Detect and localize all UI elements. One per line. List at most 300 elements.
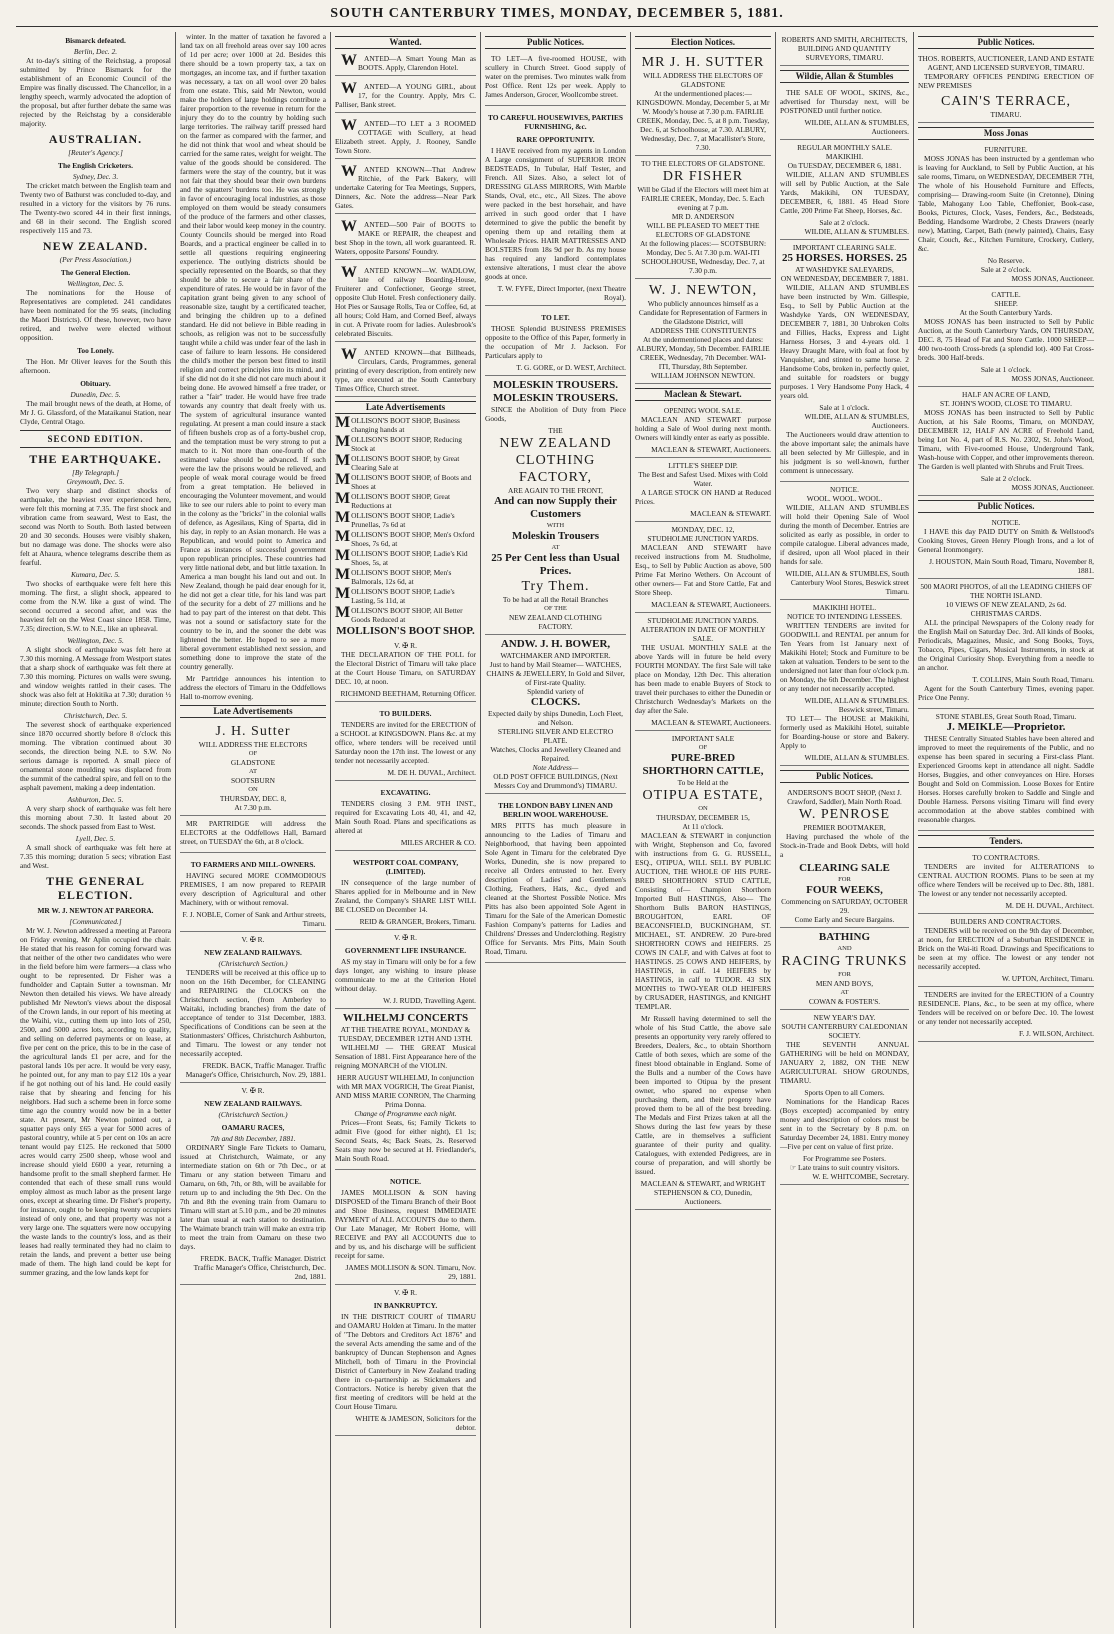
section-heading: THE GENERAL ELECTION. [46, 874, 145, 902]
ad-name: MR J. H. SUTTER [641, 55, 765, 70]
section-heading: Public Notices. [918, 36, 1094, 49]
ad-text: TENDERS closing 3 P.M. 9TH INST., required for Excavating Lots 40, 41, and 42, Main South Road. Plans and specifications as altered at [335, 799, 476, 835]
ad-subheading: (Christchurch Section.) [218, 1110, 288, 1119]
headline: Bismarck defeated. [65, 36, 126, 45]
dateline: Christchurch, Dec. 5. [63, 711, 128, 720]
mollison-line: MOLLISON'S BOOT SHOP, Men's Balmorals, 12s 6d, at [335, 566, 452, 586]
ad-signature: WILDIE, ALLAN & STUMBLES. [804, 227, 909, 236]
ad-line: ANDERSON'S BOOT SHOP, (Next J. Crawford, Saddler), Main North Road. [787, 788, 902, 806]
ad-text: MR PARTRIDGE will address the ELECTORS at the Oddfellows Hall, Barnard street, on TUESDAY the 6th, at 8 o'clock. [180, 819, 326, 846]
ad-heading: NOTICE. [389, 1177, 421, 1186]
ad-line: TIMARU. [990, 110, 1022, 119]
section-heading: Public Notices. [918, 500, 1094, 513]
ad-heading: NOTICE. [830, 485, 859, 494]
headline: Obituary. [80, 379, 111, 388]
ad-heading: REGULAR MONTHLY SALE. [797, 143, 892, 152]
column-1 [16, 32, 176, 1628]
builders-ad [335, 702, 476, 781]
section-heading: Tenders. [918, 835, 1094, 848]
ad-line: AT WASHDYKE SALEYARDS, [795, 265, 894, 274]
article-paragraph: A small shock of earthquake was felt here at 7.35 this morning; duration 5 secs; vibration East and West. [20, 843, 171, 870]
article-paragraph: The nominations for the House of Representatives are completed. 241 candidates have been nominated for the 95 seats, (including the Maori Districts). Of these, however, two have retired, and twelve were elected without opposition. [20, 288, 171, 342]
wanted-ad: WANTED—500 Pair of BOOTS to MAKE or REPAIR, the cheapest and best Shop in the town, all work guaranteed. R. Waters, opposite Parsons' Foundry. [335, 217, 476, 260]
headline: Too Lonely. [77, 346, 114, 355]
ad-line: OF [698, 744, 708, 751]
coal-ad [335, 851, 476, 930]
ad-text: Agent for the South Canterbury Times, evening paper. Price One Penny. [918, 684, 1094, 702]
ad-heading: NOTICE. [991, 518, 1021, 527]
ad-text: ALL the principal Newspapers of the Colony ready for the English Mail on Saturday Dec. 3rd. All kinds of Books, Periodicals, Magazines, Music, and Song Books, Toys, Tobacco, Pipes, Cigars, Musical Instruments, in stock at the Original Curiosity Shop. Everything from a needle to an anchor. [918, 618, 1094, 672]
ad-line: OF THE [544, 605, 567, 612]
ad-line: No Reserve. [987, 256, 1025, 265]
ad-line: MEN AND BOYS, [815, 979, 874, 988]
crown-emblem: V. ✠ R. [241, 935, 265, 944]
wanted-ad: WANTED KNOWN—W. WADLOW, late of railway Boarding-House, Fruiterer and Confectioner, George street, opposite Club Hotel. Fresh confectionery daily. Hot Pies or Sausage Rolls, Tea or Coffee, 6d, at all hours; Cold Ham, and Corned Beef, always in cut. A Private room for ladies. Aulesbrook's celebrated Biscuits. [335, 263, 476, 342]
architects-card [780, 32, 909, 66]
ad-signature: F. J. NOBLE, Corner of Sank and Arthur streets, Timaru. [182, 910, 326, 928]
poll-ad [335, 638, 476, 702]
ad-heading: NOTICE TO INTENDING LESSEES. [786, 612, 903, 621]
ad-line: At 7.30 p.m. [234, 803, 272, 812]
baby-linen-ad [485, 794, 626, 963]
ad-line: NEW ZEALAND CLOTHING [508, 613, 603, 622]
ad-signature: MOSS JONAS, Auctioneer. [1011, 483, 1094, 492]
ad-line: WILL ADDRESS THE ELECTORS OF [643, 71, 763, 80]
agency-line: [Communicated.] [69, 917, 122, 926]
agency-line: [Reuter's Agency.] [68, 148, 123, 157]
sutter-election-ad [635, 51, 771, 156]
ad-line: Moleskin Trousers [511, 530, 600, 542]
article-paragraph: The severest shock of earthquake experienced since 1870 occurred shortly before 8 o'clock this morning. The vibration continued about 30 seconds, the direction being N.E. to S.W. No serious damage is reported. A small piece of ornamental stone moulding was displaced from the summit of the cathedral spire, and fell on to the asphalt pavement, making a deep indentation. [20, 720, 171, 792]
ad-line: AT [248, 768, 258, 775]
mollison-line: MOLLISON'S BOOT SHOP, Reducing Stock at [335, 433, 462, 453]
ad-line: To be had at all the Retail Branches [502, 595, 609, 604]
penrose-ad [780, 785, 909, 928]
hotel-lease-ad [780, 600, 909, 766]
ad-signature: T. G. GORE, or D. WEST, Architect. [516, 363, 626, 372]
ad-line: To be Held at the [677, 778, 729, 787]
stables-ad [918, 709, 1094, 831]
ad-heading: RARE OPPORTUNITY. [516, 135, 595, 144]
crown-emblem: V. ✠ R. [394, 641, 417, 650]
ad-name: W. J. NEWTON, [648, 283, 758, 298]
ad-text: ORDINARY Single Fare Tickets to Oamaru, issued at Christchurch, Waimate, or any intermediate station on 6th or 7th Dec., or at Timaru or any station between Timaru and Oamaru, on 6th, 7th, or 8th, will be available for return up to and including the 9th Dec. On the 7th and 8th the evening train from Oamaru to Timaru will start at 5.10 p.m., and be 20 minutes later than usual at each station to destination. The Waimate branch train will make an extra trip to meet the train from Oamaru on these two days. [180, 1143, 326, 1251]
monthly-sale-ad [635, 613, 771, 731]
ad-line: Sale at 1 o'clock. [819, 403, 870, 412]
ad-subheading: WATCHMAKER AND IMPORTER. [500, 651, 611, 660]
ad-line: CHRISTMAS CARDS. [970, 609, 1042, 618]
ad-line: For Programme see Posters. [803, 1154, 886, 1163]
dateline: Lyell, Dec. 5. [75, 834, 116, 843]
ad-line: Note Address— [532, 763, 579, 772]
ad-signature: MACLEAN & STEWART, Auctioneers. [651, 445, 771, 454]
ad-text: JAMES MOLLISON & SON having DISPOSED of the Timaru Branch of their Boot and Shoe Business, request IMMEDIATE PAYMENT of ALL ACCOUNTS due to them. Our Late Manager, Mr Robert Home, will RECEIVE and PAY all ACCOUNTS due to and by us, and his discharge will be sufficient receipt for same. [335, 1188, 476, 1260]
ad-line: BATHING [818, 931, 871, 943]
ad-line: FOUR WEEKS, [806, 884, 883, 896]
ad-heading: EXCAVATING. [380, 788, 431, 797]
ad-heading: NEW ZEALAND RAILWAYS. [204, 1099, 302, 1108]
dateline: Wellington, Dec. 5. [67, 279, 124, 288]
ad-text: TENDERS are invited for the ERECTION of a Country RESIDENCE. Plans, &c., to be seen at my office, where Tenders will be received on or before Dec. 10. The lowest or any tender not necessarily accepted. [918, 990, 1094, 1026]
wanted-ad: WANTED KNOWN—that Billheads, Circulars, Cards, Programmes, general printing of every description, from entirely new type, are executed at the South Canterbury Times Office, Church street. [335, 345, 476, 397]
ad-text: THOS. ROBERTS, AUCTIONEER, LAND AND ESTATE AGENT, AND LICENSED SURVEYOR, TIMARU. [918, 54, 1094, 72]
ad-line: Try Them. [521, 579, 590, 594]
ad-line: Sale at 2 o'clock. [980, 474, 1032, 483]
column-2 [176, 32, 331, 1628]
column-3 [331, 32, 481, 1628]
wool-sale-ad [635, 403, 771, 458]
ad-line: AND [837, 945, 852, 952]
studholme-sale-ad [635, 522, 771, 613]
ad-heading: IN BANKRUPTCY. [373, 1301, 438, 1310]
ad-signature: J. HOUSTON, Main South Road, Timaru, November 8, 1881. [929, 557, 1094, 575]
ad-line: 25 Per Cent less than Usual [491, 552, 620, 564]
shorthorn-sale-ad [635, 731, 771, 1210]
horses-sale-ad [780, 240, 909, 482]
ad-line: 500 MAORI PHOTOS, of all the LEADING CHIEFS OF THE NORTH ISLAND. [920, 582, 1092, 600]
ad-text: THOSE Splendid BUSINESS PREMISES opposite to the Office of this Paper, formerly in the occupation of Mr J. Jackson. For Particulars apply to [485, 324, 626, 360]
ad-heading: J. MEIKLE—Proprietor. [946, 721, 1066, 733]
ad-line: AT [551, 544, 560, 551]
ad-heading: TO LET. [541, 313, 570, 322]
section-heading: Public Notices. [485, 36, 626, 49]
dateline: Berlin, Dec. 2. [73, 47, 118, 56]
dateline: Kumara, Dec. 5. [70, 570, 121, 579]
ad-text: WRITTEN TENDERS are invited for GOODWILL and RENTAL per annum for Ten Years from 1st January next of Makikihi Hotel; Stock and Furniture to be taken at valuation. Tenders to be sent to the undersigned not later than four o'clock p.m. on Monday, the 6th December. The highest or any tender not necessarily accepted. [780, 621, 909, 693]
article-paragraph: The mail brought news of the death, at Home, of Mr J. G. Glassford, of the Mataikanui Station, near Clyde, Central Otago. [20, 399, 171, 426]
ad-heading: OTIPUA ESTATE, [642, 788, 764, 803]
ad-text: IN consequence of the large number of Shares applied for in Melbourne and in New Zealand, the Company's SHARE LIST WILL BE CLOSED on December 14. [335, 878, 476, 914]
caledonian-ad [780, 1010, 909, 1185]
ad-heading: BUILDERS AND CONTRACTORS. [950, 917, 1062, 926]
headline: MR W. J. NEWTON AT PAREORA. [37, 906, 154, 915]
ad-signature: T. W. FYFE, Direct Importer, (next Theatre Royal). [497, 284, 626, 302]
ad-signature: T. COLLINS, Main South Road, Timaru. [972, 675, 1094, 684]
trunks-ad [780, 928, 909, 1010]
ad-text: WILDIE, ALLAN AND STUMBLES have been instructed by Wm. Gillespie, Esq., to Sell by Public Auction at the Washdyke Yards, ON WEDNESDAY, DECEMBER 7, 1881, 30 Unbroken Colts and Fillies, Hacks, Express and Light Harness Horses, 3 and 4-years old. 1 Heavy Draught Mare, with foal at foot by Vanquisher, and stinted to same horse. 2 Handsome Cobs, broken in, perfectly quiet, and suitable for roadsters or buggy purposes. 1 Very Handsome Pony Hack, 4 years old. [780, 283, 909, 400]
article-paragraph: A very sharp shock of earthquake was felt here this morning about 7.30. It lasted about 20 seconds. The shock passed from East to West. [20, 804, 171, 831]
ad-signature: MACLEAN & STEWART, Auctioneers. [651, 600, 771, 609]
section-heading: Maclean & Stewart. [635, 388, 771, 401]
railways-ad [180, 932, 326, 1083]
ad-line: 10 VIEWS OF NEW ZEALAND, 2s 6d. [945, 600, 1067, 609]
mollison-line: MOLLISON'S BOOT SHOP, by Great Clearing Sale at [335, 452, 460, 472]
ad-text: IN THE DISTRICT COURT of TIMARU and OAMARU Holden at Timaru. In the matter of "The Debtors and Creditors Act 1876" and the several Acts amending the same and of the bankruptcy of Duncan Stephenson and Agnes Mitchell, both of Timaru in the Provincial District of Canterbury in New Zealand trading there in co-partnership as Stickmakers and Contractors. Notice is hereby given that the first meeting of creditors will be held at the Court House Timaru. [335, 1312, 476, 1411]
ad-line: At the undermentioned places and dates: ALBURY, Monday, 5th December. FAIRLIE CREEK, Wednesday, 7th December. WAI-ITI, Thursday, 8th September. [636, 335, 770, 371]
ad-text: ROBERTS AND SMITH, ARCHITECTS, BUILDING AND QUANTITY SURVEYORS, TIMARU. [781, 35, 908, 62]
ad-signature: W. J. RUDD, Travelling Agent. [383, 996, 476, 1005]
section-heading: AUSTRALIAN. [48, 132, 143, 146]
article-paragraph: Two shocks of earthquake were felt here this morning. The first, a slight shock, appeared to come from the N.W. like a gust of wind. The second occurred a second after, and was the heaviest felt on the West Coast since 1858. Time, 7.35; direction, S.W. to N.E., like an upheaval. [20, 579, 171, 633]
column-5 [631, 32, 776, 1628]
ad-heading: MOLESKIN TROUSERS. [492, 392, 619, 404]
ad-signature: MILES ARCHER & CO. [400, 838, 476, 847]
ad-line: GLADSTONE [230, 758, 276, 767]
ad-heading: MAKIKIHI HOTEL. [812, 603, 877, 612]
ad-heading: MONDAY, DEC. 12, [671, 525, 735, 534]
ad-heading: SOUTH CANTERBURY CALEDONIAN SOCIETY. [781, 1022, 908, 1040]
premises-ad [485, 306, 626, 376]
partridge-ad [180, 816, 326, 853]
ad-text: THESE Centrally Situated Stables have been altered and improved to meet the requirements of the Public, and no expense has been spared in securing a First-class Plant. Experienced Grooms kept in attendance all night. Saddle Horses, Buggies, and other conveyances on Hire. Horses Bought and Sold on Commission. Loose Boxes for Entire Horses. Horses carefully broken to Saddle and Single and Double Harness. Persons visiting Timaru will find every accommodation at the above stables combined with reasonable charges. [918, 734, 1094, 824]
newton-ad [635, 279, 771, 384]
residence-tender-ad [918, 914, 1094, 987]
section-heading: Wildie, Allan & Stumbles [780, 70, 909, 83]
ad-heading: HALF AN ACRE OF LAND, [961, 390, 1051, 399]
ad-subheading: PREMIER BOOTMAKER, [803, 823, 886, 832]
ad-signature: W. E. WHITCOMBE, Secretary. [812, 1172, 909, 1181]
ad-text: TENDERS will be received at this office up to noon on the 16th December, for CLEANING and REPAIRING the CLOCKS on the Christchurch section, (from Amberley to Waitaki, including branches) from the date of acceptance of tender to 31st December, 1883. Specifications of Conditions can be seen at the Stationmasters' Offices, Christchurch Ashburton, and Timaru. The lowest or any tender not necessarily accepted. [180, 968, 326, 1058]
wanted-ad: WANTED—A Smart Young Man as BOOTS. Apply, Clarendon Hotel. [335, 51, 476, 76]
fisher-ad [635, 156, 771, 279]
ad-text: MOSS JONAS has been instructed to Sell by Public Auction, at his Sale Rooms, Timaru, on MONDAY, DECEMBER 12, HALF AN ACRE of Freehold Land, being Lot No. 4, part of R.S. No. 2302, St. John's Wood, Timaru, with Five-roomed House, Underground Tank, Wash-house with Copper, and other improvements thereon. The Garden is well planted with Shrubs and Fruit Trees. [918, 408, 1094, 471]
ad-text: Having purchased the whole of the Stock-in-Trade and Book Debts, will hold a [780, 832, 909, 859]
ad-line: GLADSTONE [680, 80, 726, 89]
ad-line: On TUESDAY, DECEMBER 6, 1881. [787, 161, 902, 170]
ad-signature: WILDIE, ALLAN & STUMBLES, South Canterbury Wool Stores, Beswick street Timaru. [785, 569, 909, 596]
bankruptcy-ad [335, 1285, 476, 1436]
ad-heading: TO CAREFUL HOUSEWIVES, PARTIES FURNISHING, &c. [488, 113, 623, 131]
wanted-ad: WANTED KNOWN—That Andrew Ritchie, of the Park Bakery, will undertake Catering for Tea Meetings, Suppers, Dinners, &c. Note the address—Near Park Gates. [335, 162, 476, 214]
ad-name: W. PENROSE [798, 807, 891, 822]
ad-line: AT [840, 989, 849, 996]
furniture-sale-ad [918, 142, 1094, 287]
ad-subheading: (Christchurch Section.) [218, 959, 288, 968]
cattle-sale-ad [918, 287, 1094, 387]
ad-line: STERLING SILVER AND ELECTRO PLATE. [497, 727, 614, 745]
ad-text: THE SEVENTH ANNUAL GATHERING will be held on MONDAY, JANUARY 2, 1882, ON THE NEW AGRICULTURAL SHOW GROUNDS, TIMARU. [780, 1040, 909, 1085]
roberts-ad [918, 51, 1094, 123]
ad-text: Nominations for the Handicap Races (Boys excepted) accompanied by entry money and description of colors must be sent in to the Secretary by 8 p.m. on Saturday December 24, 1881. Entry money—Five per cent on value of first prize. [780, 1097, 909, 1151]
ad-text: TEMPORARY OFFICES PENDING ERECTION OF NEW PREMISES [918, 72, 1094, 90]
makikihi-sale-ad [780, 140, 909, 240]
ad-line: Who publicly announces himself as a Candidate for Representation of Farmers in the Gladstone District, will [638, 299, 768, 326]
ad-signature: WILLIAM JOHNSON NEWTON. [651, 371, 755, 380]
ad-signature: RICHMOND BEETHAM, Returning Officer. [340, 689, 476, 698]
ad-text: Just to hand by Mail Steamer— WATCHES, CHAINS & JEWELLERY, In Gold and Silver, of First-rate Quality. [486, 660, 625, 687]
column-6 [776, 32, 914, 1628]
sheep-dip-ad [635, 458, 771, 522]
ad-text: Prices—Front Seats, 6s; Family Tickets to admit Five (good for either night), £1 1s; Second Seats, 4s; Back Seats, 2s. Reserved Seats may now be secured at H. Friedlander's, Main South Road. [335, 1118, 476, 1163]
ad-text: TENDERS are invited for ALTERATIONS to CENTRAL AUCTION ROOMS. Plans to be seen at my office where Tenders will be received up to Dec. 8th, 1881. The lowest or any tender not necessarily accepted. [918, 862, 1094, 898]
ad-heading: MAKIKIHI. [825, 152, 864, 161]
ad-line: CLEARING SALE [799, 862, 890, 874]
ad-heading: TO BUILDERS. [379, 709, 432, 718]
dateline: Ashburton, Dec. 5. [67, 795, 124, 804]
ad-text: MRS PITTS has much pleasure in announcing to the Ladies of Timaru and Neighborhood, that having been appointed Sole Agent in Timaru for the celebrated Dye Works, Dunedin, she is now prepared to receive all Orders entrusted to her. Every description of Ladies' and Gentlemen's Clothing, Feathers, Hats, &c., dyed and cleaned at the Shortest Possible Notice. Mrs Pitts has also been appointed Sole Agent in Timaru for the Sale of the American Domestic Fashion Company's patterns for Ladies and Childrens' Dresses and Underclothing. Registry Office for Servants. Mrs Pitts, Main South Road, Timaru. [485, 821, 626, 956]
ad-signature: MACLEAN & STEWART, and WRIGHT STEPHENSON & CO, Dunedin, Auctioneers. [640, 1179, 766, 1206]
ad-subheading: 7th and 8th December, 1881. [210, 1134, 296, 1143]
ad-text: AS my stay in Timaru will only be for a few days longer, any wishing to insure please communicate to me at the Criterion Hotel without delay. [335, 957, 476, 993]
mollison-line: MOLLISON'S BOOT SHOP, Great Reductions at [335, 490, 451, 510]
country-residence-ad [918, 987, 1094, 1042]
ad-signature: FREDK. BACK, Traffic Manager. District Traffic Manager's Office, Christchurch, Dec. 2nd, 1881. [193, 1254, 326, 1281]
section-heading: THE EARTHQUAKE. [29, 452, 162, 466]
ad-text: I HAVE received from my agents in London A Large consignment of SUPERIOR IRON BEDSTEADS, In Tubular, Half Tester, and French. All Sizes. Also, a select lot of DRESSING GLASS MIRRORS, With Marble Stands, Oval, etc., etc., All Sizes. The above were packed in the best horsehair, and have arrived in such good order that I have determined to give the public the benefit by opening them up and retailing them at Wholesale Prices. HAIR MATTRESSES AND BOLSTERS from 18s 9d per lb. As my house has required any landlord contemplates extensive alterations, I must clear the above goods at once. [485, 146, 626, 281]
ad-signature: WILDIE, ALLAN & STUMBLES. Beswick street, Timaru. [804, 696, 909, 714]
ad-text: MOSS JONAS has been instructed by a gentleman who is leaving for Auckland, to Sell by Public Auction, at his sale rooms, Timaru, on WEDNESDAY, DECEMBER 7TH, The whole of his Household Furniture and Effects, comprising— Drawing-room Suite (in Cretonne), Dining Table, Mahogany Loo Table, Cheffonier, Book-case, Books, Pictures, Clock, Vases, Fenders, &c., Bedsteads, Bedding, Handsome Wardrobe, 2 Chests Drawers (nearly new), Matting, Carpet, Bath (newly painted), Chairs, Easy Chair, Couch, &c., Kitchen Furniture, Crockery, Cutlery, &c. [918, 154, 1095, 253]
ad-heading: ALTERATION IN DATE OF MONTHLY SALE. [640, 625, 766, 643]
ad-heading: CATTLE. [991, 290, 1021, 299]
ad-text: HAVING secured MORE COMMODIOUS PREMISES, I am now prepared to REPAIR every description of Agricultural and other Machinery, with or without removal. [180, 871, 326, 907]
ad-line: WILL BE PLEASED TO MEET THE ELECTORS OF GLADSTONE [646, 221, 760, 239]
ad-subheading: AT THE THEATRE ROYAL, MONDAY & TUESDAY, DECEMBER 12TH AND 13TH. [338, 1025, 473, 1043]
ad-line: Watches, Clocks and Jewellery Cleaned and Repaired. [490, 745, 621, 763]
ad-signature: WHITE & JAMESON, Solicitors for the debtor. [355, 1414, 476, 1432]
ad-signature: MACLEAN & STEWART. [690, 509, 771, 518]
contractors-ad [918, 850, 1094, 914]
ad-line: ON [698, 805, 708, 812]
ad-line: At the South Canterbury Yards. [959, 308, 1053, 317]
section-heading: Moss Jonas [918, 127, 1094, 140]
bedsteads-ad [485, 106, 626, 306]
article-paragraph: The cricket match between the English team and Twenty two of Bathurst was concluded to-day, and resulted in a victory for the visitors by 76 runs. The Twenty-two scored 44 in their first innings, and 68 in their second. The English scored respectively 115 and 73. [20, 181, 171, 235]
ad-heading: ANDW. J. H. BOWER, [500, 638, 611, 650]
concerts-ad [335, 1009, 476, 1170]
ad-line: WITH [546, 522, 565, 529]
land-sale-ad [918, 387, 1094, 496]
ad-heading: FURNITURE. [984, 145, 1028, 154]
house-to-let-ad [485, 51, 626, 106]
ad-signature: MOSS JONAS, Auctioneer. [1011, 374, 1094, 383]
ad-line: Will be Glad if the Electors will meet him at [637, 185, 769, 194]
ad-signature: FREDK. BACK, Traffic Manager. Traffic Manager's Office, Christchurch, Nov. 29, 1881. [185, 1061, 326, 1079]
ad-text: MACLEAN & STEWART in conjunction with Wright, Stephenson and Co, favored with instructions from G. G. RUSSELL, ESQ., OTIPUA, WILL SELL BY PUBLIC AUCTION, THE WHOLE OF HIS PURE-BRED SHORTHORN STUD CATTLE, Consisting of— Champion Shorthorn Imported Bull HASTINGS, Also— The Shorthorn Bulls BARON HASTINGS, BROUGHTON, EARL OF BEACONSFIELD, BUCKINGHAM, ST. MICHAEL, ST. ANDREW. 20 Pure-bred SHORTHORN COWS and HEIFERS. 25 COWS IN CALF, and with Calves at foot to HASTINGS. 25 COWS AND HEIFERS, by HASTINGS, in calf. 14 HEIFERS by HASTINGS, in calf to TUDOR. 43 SIX MONTHS to TWO-YEAR OLD HEIFERS by CRUSADER, HASTINGS, and KNIGHT TEMPLAR. [635, 831, 771, 1011]
section-heading: Public Notices. [780, 770, 909, 783]
ad-line: Commencing on SATURDAY, OCTOBER 29. [781, 897, 908, 915]
ad-heading: NEW YEAR'S DAY. [813, 1013, 876, 1022]
ad-line: At 11 o'clock. [682, 822, 724, 831]
ad-heading: MOLESKIN TROUSERS. [492, 379, 619, 391]
agency-line: [By Telegraph.] [72, 468, 119, 477]
ad-heading: CAIN'S TERRACE, [940, 94, 1072, 109]
mollison-ad [335, 416, 476, 624]
headline: The General Election. [60, 268, 131, 277]
dateline: Greymouth, Dec. 5. [66, 477, 125, 486]
ad-line: THURSDAY, DECEMBER 15, [656, 813, 750, 822]
ad-signature: MOSS JONAS, Auctioneer. [1011, 274, 1094, 283]
ad-heading: THE LONDON BABY LINEN AND BERLIN WOOL WAREHOUSE. [498, 801, 613, 819]
column-4 [481, 32, 631, 1628]
ad-line: Splendid variety of [527, 687, 584, 696]
ad-line: FOR [838, 876, 851, 883]
wanted-ads [335, 51, 476, 397]
ad-heading: IMPORTANT SALE [671, 734, 735, 743]
ad-signature: M. DE H. DUVAL, Architect. [387, 768, 476, 777]
ad-line: ON [248, 786, 258, 793]
ad-line: FAIRLIE CREEK, Monday, Dec. 5. Each evening at 7 p.m. [641, 194, 765, 212]
ad-text: TENDERS will be received on the 9th day of December, at noon, for ERECTION of a Suburban RESIDENCE in Brick on the Wai-iti Road. Drawings and Specifications to be seen at my office. The lowest or any tender not necessarily accepted. [918, 926, 1094, 971]
ad-text: HERR AUGUST WILHELMJ, In conjunction with MR MAX VOGRICH, The Great Pianist, AND MISS MARIE CONRON, The Charming Prima Donna. [335, 1073, 476, 1109]
ad-line: Sports Open to all Comers. [804, 1088, 885, 1097]
ad-heading: STUDHOLME JUNCTION YARDS. [647, 616, 759, 625]
crown-emblem: V. ✠ R. [394, 1288, 417, 1297]
mollison-line: MOLLISON'S BOOT SHOP, of Boots and Shoes at [335, 471, 472, 491]
ad-name: DR FISHER [662, 169, 744, 184]
ad-signature: M. DE H. DUVAL, Architect. [1005, 901, 1094, 910]
ad-line: COWAN & FOSTER'S. [808, 997, 881, 1006]
ad-line: THE [548, 426, 563, 435]
ad-line: Expected daily by ships Dunedin, Loch Fleet, and Nelson. [487, 709, 624, 727]
ad-heading: STONE STABLES, Great South Road, Timaru. [935, 712, 1077, 721]
ad-text: TO LET—A five-roomed HOUSE, with scullery in Church Street. Good supply of water on the premises. Two minutes walk from Post Office. Rent 12s per week. Apply to James Anderson, Grocer, Woollcombe street. [485, 54, 626, 99]
duty-notice-ad [918, 515, 1094, 579]
ad-line: FOR [838, 971, 851, 978]
ad-line: CLOTHING FACTORY, [515, 453, 596, 485]
wanted-ad: WANTED—A YOUNG GIRL, about 17, for the Country. Apply, Mrs C. Palliser, Bank street. [335, 79, 476, 113]
ad-text: THE SALE OF WOOL, SKINS, &c., advertised for Thursday next, will be POSTPONED until further notice. [780, 88, 909, 115]
ad-line: NEW ZEALAND [499, 436, 612, 451]
article-paragraph: At to-day's sitting of the Reichstag, a proposal submitted by Prince Bismarck for the establishment of an Economic Council of the Empire was finally discussed. The Chancellor, in a lengthy speech, warmly advocated the adoption of the proposal, but after further debate the same was rejected by the Reichstag by a considerable majority. [20, 56, 171, 128]
masthead-rule [16, 26, 1098, 27]
ad-line: OLD POST OFFICE BUILDINGS, (Next Messrs Coy and Drummond's) TIMARU. [493, 772, 618, 790]
dateline: Dunedin, Dec. 5. [70, 390, 121, 399]
ad-text: Change of Programme each night. [354, 1109, 457, 1118]
sutter-ad [180, 720, 326, 816]
ad-text: TENDERS are invited for the ERECTION of a SCHOOL at KINGSDOWN. Plans &c. at my office, where tenders will be received until Saturday noon the 17th inst. The lowest or any tender not necessarily accepted. [335, 720, 476, 765]
article-paragraph: Two very sharp and distinct shocks of earthquake, the heaviest ever experienced here, were felt this morning at 7.35. The first shock and vibration came from seaward, West to East, the second was North to South. Both lasted between 20 and 30 seconds. Houses were visibly shaken, but no damage was done. The shocks were also felt at Ahaura, whence telegrams describe them as fearful. [20, 486, 171, 567]
ad-text: The Best and Safest Used. Mixes with Cold Water. [638, 470, 768, 488]
ad-line: Sale at 2 o'clock. [980, 265, 1032, 274]
ad-line: Prices. [539, 565, 572, 577]
ad-heading: OAMARU RACES, [221, 1123, 285, 1132]
ad-signature: WILDIE, ALLAN & STUMBLES, Auctioneers. [804, 118, 909, 136]
curiosity-shop-ad [918, 579, 1094, 709]
ad-text: A LARGE STOCK ON HAND at Reduced Prices. [635, 488, 771, 506]
ad-text: MOSS JONAS has been instructed to Sell by Public Auction, at the South Canterbury Yards, ON THURSDAY, DEC. 8, 75 Head of Fat and Store Cattle. 1000 SHEEP— 400 two-tooth Cross-breds (a splendid lot). 400 Fat Cross-breds. 300 Half-breds. [918, 317, 1094, 362]
ad-line: RACING TRUNKS [781, 954, 908, 969]
ad-text: MACLEAN AND STEWART have received instructions from M. Studholme, Esq., to Sell by Public Auction as above, 500 Prime Fat Merino Wethers. On Account of other owners— Fat and Store Cattle, Fat and Store Sheep. [635, 543, 771, 597]
bower-ad [485, 635, 626, 794]
ad-heading: NEW ZEALAND RAILWAYS. [204, 948, 302, 957]
section-heading: Late Advertisements [180, 705, 326, 718]
ad-signature: W. UPTON, Architect, Timaru. [1001, 974, 1094, 983]
ad-line: FACTORY. [538, 622, 573, 631]
ad-line: Customers [530, 508, 581, 520]
ad-heading: 25 HORSES. HORSES. 25 [781, 252, 907, 264]
ad-name: MR D. ANDERSON [671, 212, 735, 221]
ad-text: WILDIE, ALLAN AND STUMBLES will sell by Public Auction, at the Sale Yards, Makikihi, ON TUESDAY, DECEMBER, 6, 1881. 45 Head Store Cattle, 200 Prime Fat Sheep, Horses, &c. [780, 170, 909, 215]
ad-text: Mr Russell having determined to sell the whole of his Stud Cattle, the above sale presents an opportunity very rarely offered to Breeders, Dealers, &c., to obtain Shorthorn Cattle of both sexes, which are some of the finest blood obtainable in England. Some of the Bulls and a number of the Cows have been imported to Otipua by the present owner, who spared no expense when purchasing them, and their progeny have proved them to be all of the best breeding. The Medals and First Prizes taken at all the Shows during the last few years by these Cattle, are in themselves a sufficient guarantee of their purity and quality. Catalogues, with extended Pedigrees, are in course of preparation, and will shortly be issued. [635, 1014, 771, 1176]
postponed-ad [780, 85, 909, 140]
mollison-line: MOLLISON'S BOOT SHOP, Ladie's Lasting, 5s 11d, at [335, 585, 455, 605]
article-paragraph: winter. In the matter of taxation he favored a land tax on all freehold areas over say 100 acres of 1d per acre; over 1000 at 2d. Besides this there should be a town property tax, a tax on mortgages, an income tax, and if further taxation was necessary, a tax on all wool over 20 bales from one estate. This, said Mr Newton, would make the holders of large holdings contribute a fairer proportion to the revenue in return for the injury they do to the country by holding such large territories. The railway tariff pressed hard on the farmer as compared with the farmer, and he did not think that wool and wheat should be carried for the same rates, weight for weight. The value of the goods should be considered. The farmers were the stay of the country, but it was not fair that they should bear their own burdens and the squatters' burdens too. He was strongly in favor of encouraging local industries, as those employed on them would be steady consumers of the produce of the farmers and other classes, and their labor would keep money in the country. County Councils should be merged into Road Boards, and a practical engineer be called in to settle all questions requiring engineering experience. The outlying districts should be specially represented on the Boards, so that they should be able to secure a fair share of the expenditure of rates. He would be in favor of the capitation grant being given to any school of reasonable size, taught by a certificated teacher, and bringing the children up to a defined standard. He did not believe in Bible reading in schools, as religion was not to be successfully taught while a child was under fear of the lash in case of failure to learn lessons. He considered the child's mother the person best fitted to instil religion and correct principles into its mind, and if she did not do it she did not care much about it being done. He avowed himself a free trader, or rather a "fair" trader. He would have free trade towards any country that dealt freely with us. The system of agricultural insurance wanted regulating. At present a man could insure a stack of fifteen bushels crop as of a forty-bushel crop, and the temptation must be very strong to put a match to it. Not more than one-fourth of the estimated value should be advanced. If such were the law the prisons would be relieved, and people of weak moral courage would be freed from a great temptation. He believed in encouraging the Volunteer movement, and would like to see our rulers able to point to every man in the colony as the "bricks" in the colonial walls of defence, as Agesilaus, King of Sparta, did in his day, in reply to an Asian monarch. He was a Republican, and would point to America and France as instances of successful government upon republican principles. These countries had very little national debt, and but little taxation. In America a man bought his land out and out. In New Zealand, though he paid dear enough for it, he did not get a clear title, for his land was part of the security for a debt of 27 millions and he had to pay part of the interest on that debt. This was not a sound or satisfactory state for the country to be in, and the sooner the debt was lightened the better. He hoped to see a more liberal government established next session, and something done to improve the state of the country generally. [180, 32, 326, 671]
ad-heading: PURE-BRED SHORTHORN CATTLE, [642, 752, 764, 777]
ad-line: OF [248, 750, 258, 757]
ad-signature: JAMES MOLLISON & SON. Timaru, Nov. 29, 1881. [345, 1263, 476, 1281]
crown-emblem: V. ✠ R. [394, 933, 417, 942]
section-heading: NEW ZEALAND. [42, 239, 149, 253]
ad-heading: WOOL. WOOL. WOOL. [806, 494, 883, 503]
dateline: Sydney, Dec. 3. [72, 172, 119, 181]
ad-text: WILHELMJ — THE GREAT Musical Sensation of 1881. First Appearance here of the reigning MONARCH of the VIOLIN. [335, 1043, 476, 1070]
ad-heading: TO FARMERS AND MILL-OWNERS. [190, 860, 316, 869]
ad-text: The Auctioneers would draw attention to the above important sale; the animals have all been selected by Mr Gillespie, and in his judgment is so well-known, further comment is unnecessary. [780, 430, 909, 475]
ad-line: ☞ Late trains to suit country visitors. [789, 1163, 900, 1172]
wanted-ad: WANTED—TO LET a 3 ROOMED COTTAGE with Scullery, at head Elizabeth street. Apply, J. Rooney, Sandle Town Store. [335, 116, 476, 159]
ad-line: CLOCKS. [530, 696, 581, 708]
ad-signature: WILDIE, ALLAN & STUMBLES. [804, 753, 909, 762]
races-ad [180, 1083, 326, 1285]
article-paragraph: The Hon. Mr Oliver leaves for the South this afternoon. [20, 357, 171, 375]
article-paragraph: Mr W. J. Newton addressed a meeting at Pareora on Friday evening, Mr Aplin occupied the chair. He stated that his reason for coming forward was that neither of the other two candidates who were in the field before him were farmers—a class who ought to be represented. Dr Fisher was a fundholder and Captain Sutter a townsman. Mr Newton then detailed his views. We have already published Mr Newton's views about the disposal of the Crown lands, in our report of his meeting at the Waihi, viz., cutting them up into lots of 250, 2500, and 5000 acres lots, according to quality, and selling on deferred payments or on lease, at five per cent on the price, this to be in the case of the agricultural lands £1 per acre, and for the pastoral lands 10s per acre. It would be very easy, he pointed out, for any man to pay £12 10s a year if he got nothing out of his land. He could easily raise that by shearing and fencing for his neighbors. Had such a scheme been in force some time ago the country would now be in a better state. At present, Mr Newton pointed out, a squatter pays only £65 a year for 5000 acres of pastoral country, while at 5 per cent on 10s an acre tenant would pay £125. He reckoned that 5000 acres would carry 2500 sheep, whose wool and increase should yield £600 a year, returning a handsome profit to the small shepherd farmer. He contended that each of these small runs would employ almost as much labor as the present large ones, except at shearing time. Dr Fisher's property, for instance, ought to be keeping twenty occupiers instead of only one, and that property was not a very large one. The squatters were now occupying the waste lands to the country's loss, and as their leases had really terminated they had no claim to retain the lands, and prevent a better use being made of them. The high land could be kept for summer grazing, and the low lands kept for [20, 926, 171, 1277]
columns [16, 32, 1098, 1628]
article-paragraph: A slight shock of earthquake was felt here at 7.30 this morning. A Message from Westport states that a sharp shock of earthquake was felt there at 7.30 this morning. Pictures on walls were swung, and window weights rattled in their cases. The shock was also felt at Hokitika at 7.30; duration ½ minute; direction South to North. [20, 645, 171, 708]
mollison-line: MOLLISON'S BOOT SHOP, All Better Goods Reduced at [335, 604, 463, 624]
ad-line: Come Early and Secure Bargains. [794, 915, 895, 924]
ad-line: THURSDAY, DEC. 8, [219, 794, 287, 803]
article-paragraph: Mr Partridge announces his intention to address the electors of Timaru in the Oddfellows Hall to-morrow evening. [180, 674, 326, 701]
